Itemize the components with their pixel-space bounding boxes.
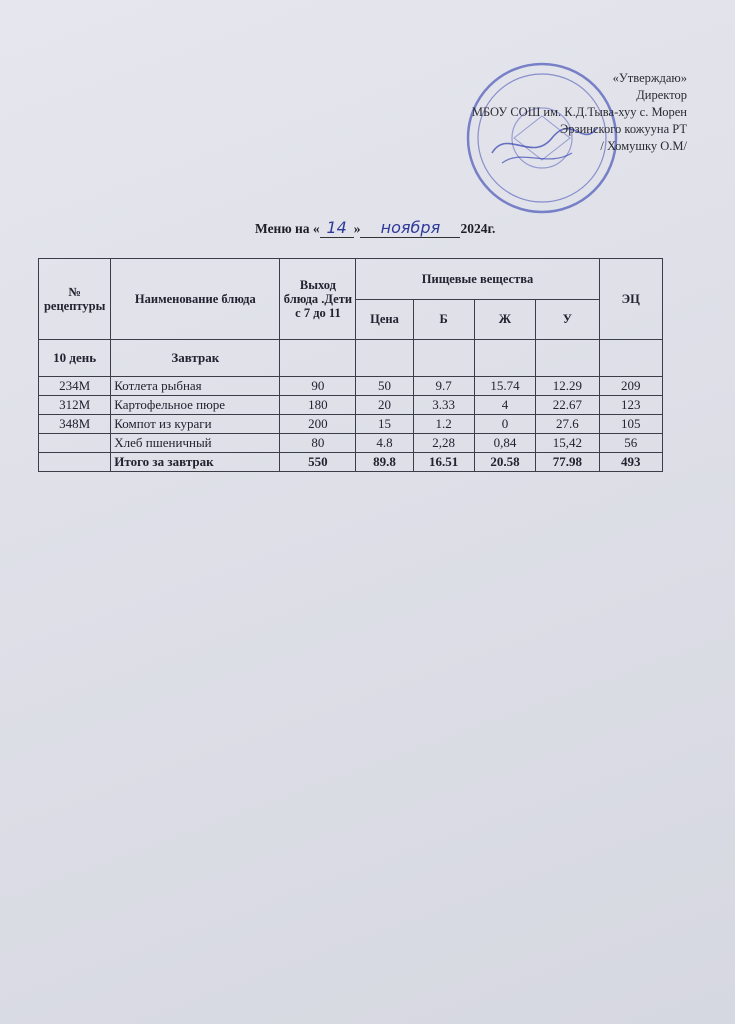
handwritten-month: ноября xyxy=(360,218,460,238)
table-row xyxy=(39,377,663,396)
cell-zh: 15.74 xyxy=(474,377,535,396)
meal-label: Завтрак xyxy=(111,340,280,377)
cell-recipe: 234М xyxy=(39,377,111,396)
header-b: Б xyxy=(413,299,474,340)
cell-u: 27.6 xyxy=(536,415,599,434)
cell-u: 12.29 xyxy=(536,377,599,396)
header-ec: ЭЦ xyxy=(599,259,662,340)
total-zh: 20.58 xyxy=(474,453,535,472)
title-sep: » xyxy=(353,221,361,236)
cell-yield: 80 xyxy=(280,434,356,453)
total-ec: 493 xyxy=(599,453,662,472)
table-row xyxy=(39,415,663,434)
cell-u: 15,42 xyxy=(536,434,599,453)
table-row xyxy=(39,434,663,453)
table-row xyxy=(39,396,663,415)
page-title xyxy=(255,218,495,238)
cell-dish: Картофельное пюре xyxy=(111,396,280,415)
day-row xyxy=(39,340,663,377)
cell-price: 20 xyxy=(356,396,413,415)
header-yield: Выход блюда .Дети с 7 до 11 xyxy=(280,259,356,340)
cell-dish: Котлета рыбная xyxy=(111,377,280,396)
header-dish-name: Наименование блюда xyxy=(111,259,280,340)
cell-price: 50 xyxy=(356,377,413,396)
cell-b: 3.33 xyxy=(413,396,474,415)
menu-table xyxy=(38,258,663,472)
total-row xyxy=(39,453,663,472)
cell-dish: Компот из кураги xyxy=(111,415,280,434)
cell-b: 1.2 xyxy=(413,415,474,434)
approval-line: / Хомушку О.М/ xyxy=(600,139,687,153)
total-price: 89.8 xyxy=(356,453,413,472)
cell-yield: 200 xyxy=(280,415,356,434)
header-zh: Ж xyxy=(474,299,535,340)
cell-dish: Хлеб пшеничный xyxy=(111,434,280,453)
day-label: 10 день xyxy=(39,340,111,377)
cell-price: 4.8 xyxy=(356,434,413,453)
approval-line: Директор xyxy=(636,88,687,102)
approval-line: МБОУ СОШ им. К.Д.Тыва-хуу с. Морен xyxy=(471,105,687,119)
cell-b: 2,28 xyxy=(413,434,474,453)
cell-ec: 105 xyxy=(599,415,662,434)
approval-line: «Утверждаю» xyxy=(612,71,687,85)
header-price: Цена xyxy=(356,299,413,340)
cell-u: 22.67 xyxy=(536,396,599,415)
cell-zh: 4 xyxy=(474,396,535,415)
total-b: 16.51 xyxy=(413,453,474,472)
cell-zh: 0 xyxy=(474,415,535,434)
cell-ec: 209 xyxy=(599,377,662,396)
title-suffix: 2024г. xyxy=(460,221,496,236)
cell-ec: 56 xyxy=(599,434,662,453)
header-recipe-no: № рецептуры xyxy=(39,259,111,340)
cell-b: 9.7 xyxy=(413,377,474,396)
cell-yield: 90 xyxy=(280,377,356,396)
header-u: У xyxy=(536,299,599,340)
approval-block xyxy=(387,70,687,155)
header-nutrients: Пищевые вещества xyxy=(356,259,599,300)
cell-zh: 0,84 xyxy=(474,434,535,453)
total-yield: 550 xyxy=(280,453,356,472)
approval-line: Эрзинского кожууна РТ xyxy=(559,122,687,136)
cell-ec: 123 xyxy=(599,396,662,415)
total-label: Итого за завтрак xyxy=(111,453,280,472)
cell-recipe: 312М xyxy=(39,396,111,415)
total-u: 77.98 xyxy=(536,453,599,472)
cell-yield: 180 xyxy=(280,396,356,415)
cell-price: 15 xyxy=(356,415,413,434)
title-prefix: Меню на « xyxy=(255,221,320,236)
table-header-row xyxy=(39,259,663,300)
cell-recipe: 348М xyxy=(39,415,111,434)
handwritten-day: 14 xyxy=(320,218,354,238)
cell-recipe xyxy=(39,434,111,453)
